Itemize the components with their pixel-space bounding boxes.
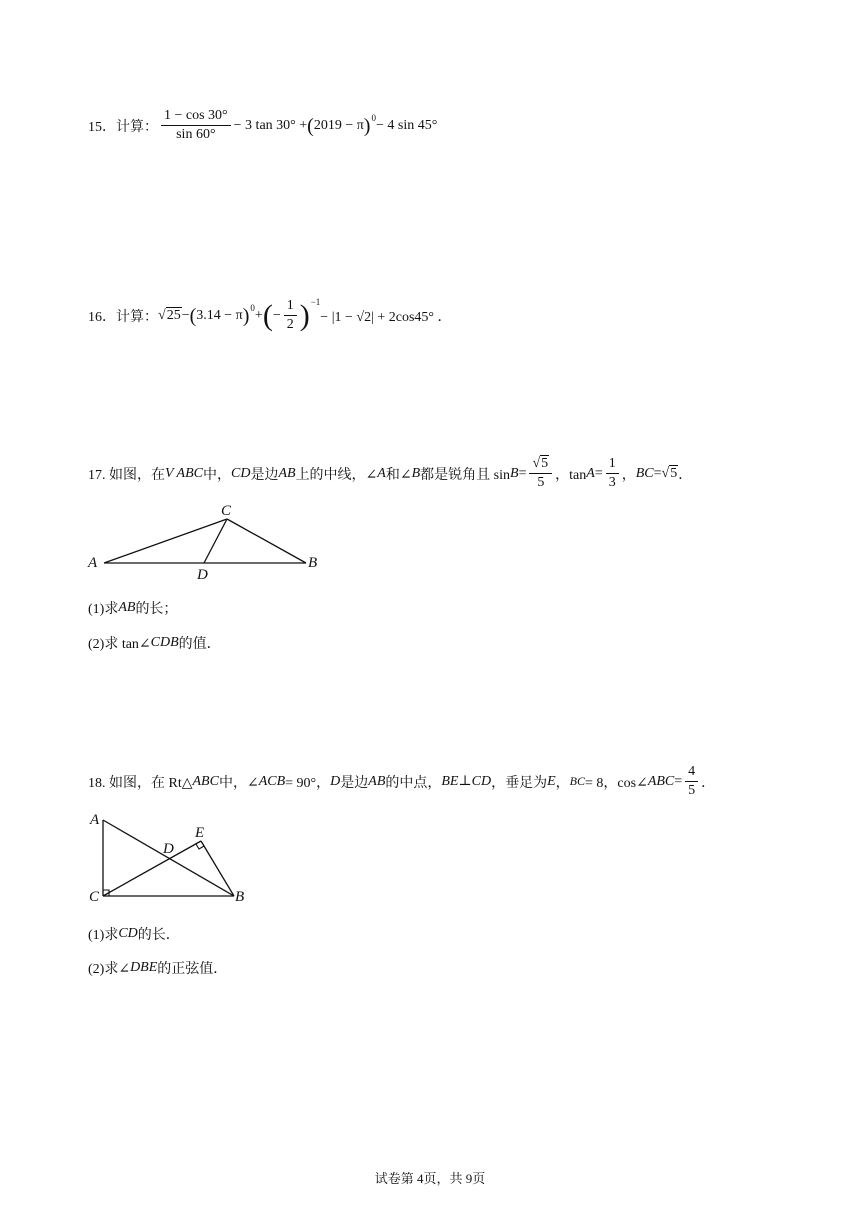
question-17: [88, 456, 692, 491]
q18-label-a: A: [90, 812, 100, 828]
q17-label-c: C: [221, 503, 232, 519]
q15-frac-num: 1 − cos 30°: [161, 108, 231, 126]
q17-tana-den: 3: [608, 475, 616, 491]
q17-label-a: A: [88, 555, 98, 571]
q17-tana-num: 1: [606, 456, 619, 474]
q18-text7: = 8，cos∠: [585, 775, 648, 791]
q18-prefix: 18. 如图，在 Rt△: [88, 775, 193, 791]
q18-abc: ABC: [192, 773, 219, 789]
q18-cd: CD: [471, 773, 492, 789]
q18-text8: ．: [701, 775, 716, 791]
q18-label-e: E: [195, 825, 205, 841]
q18-text3: 是边: [340, 775, 369, 791]
q17-eq2: =: [594, 465, 603, 481]
q18-text6: ，: [555, 775, 570, 791]
question-15: [88, 108, 437, 143]
q18-sub1-suffix: 的长．: [137, 928, 180, 943]
q17-tana-frac: [606, 456, 619, 491]
q15-fraction: [161, 108, 231, 143]
q17-b: B: [411, 465, 421, 481]
q18-seg-be: [201, 841, 234, 896]
page-footer: 试卷第 4页，共 9页: [374, 1171, 486, 1186]
q17-sub1-suffix: 的长；: [135, 602, 178, 617]
q15-lparen: (: [307, 114, 314, 137]
q15-label: 15．计算：: [88, 119, 158, 135]
q17-bc-sqrt-sign: √: [661, 465, 670, 481]
q18-cos-den: 5: [688, 783, 696, 799]
q18-sub1: [88, 924, 180, 944]
q17-text6: ，tan: [555, 467, 587, 483]
q18-abc2: ABC: [647, 773, 675, 789]
q17-sinb-frac: [529, 456, 552, 491]
q18-label-d: D: [163, 841, 174, 857]
q18-bc: BC: [569, 774, 586, 789]
q18-label-b: B: [235, 889, 245, 905]
q17-label-d: D: [197, 567, 208, 582]
q17-a: A: [377, 465, 386, 481]
q16-abs-part: − |1 − √2| + 2cos45° ．: [320, 309, 452, 325]
q17-sub1: [88, 598, 177, 618]
q17-ab: AB: [278, 465, 296, 481]
q18-eq: =: [674, 773, 683, 789]
q18-e: E: [547, 773, 556, 789]
q15-exp: 0: [371, 112, 376, 123]
q18-text4: 的中点，: [385, 775, 442, 791]
q18-label-c: C: [89, 889, 100, 905]
q16-lparen: (: [189, 304, 197, 327]
q18-ab: AB: [368, 773, 386, 789]
q16-neg: −: [272, 307, 281, 323]
q18-cos-num: 4: [685, 764, 698, 782]
q18-sub1-prefix: (1)求: [88, 928, 119, 943]
q17-sinb-num: [529, 456, 552, 474]
q17-cd: CD: [231, 465, 251, 481]
q16-radicand: 25: [166, 307, 181, 323]
q16-rparen: ): [242, 304, 250, 327]
q17-sub2-cdb: CDB: [150, 635, 179, 650]
q17-text7: ，: [621, 467, 636, 483]
q15-paren-inner: 2019 − π: [313, 117, 364, 133]
q18-text2: = 90°，: [285, 775, 331, 791]
q17-sinb-den: 5: [537, 475, 545, 491]
q15-term2: − 4 sin 45°: [375, 117, 438, 133]
q18-sub2-dbe: DBE: [130, 960, 158, 975]
question-16: [88, 298, 452, 333]
q17-text8: ．: [678, 467, 693, 483]
q16-sqrt-sign: √: [158, 307, 166, 323]
q17-eq3: =: [653, 465, 662, 481]
q18-acb: ACB: [258, 773, 286, 789]
q16-half-den: 2: [286, 317, 294, 333]
q17-eq: =: [518, 465, 527, 481]
q16-lparen2: (: [262, 298, 273, 332]
q18-sub2-prefix: (2)求∠: [88, 962, 131, 977]
q17-text4: 和∠: [385, 467, 412, 483]
q18-d: D: [330, 773, 341, 789]
q15-rparen: ): [363, 114, 371, 137]
q17-bc-rad: 5: [670, 465, 678, 481]
q17-text2: 是边: [250, 467, 279, 483]
q18-sub2: [88, 958, 227, 978]
q17-sub2: [88, 633, 221, 653]
q17-sinb-rad: 5: [541, 456, 549, 471]
q16-half: [284, 298, 297, 333]
q16-label: 16．计算：: [88, 309, 158, 325]
q17-b2: B: [510, 465, 519, 481]
q18-figure: [84, 808, 254, 908]
q17-tri-name: V ABC: [165, 465, 203, 481]
q15-term1: − 3 tan 30° +: [233, 117, 308, 133]
question-18: [88, 764, 715, 799]
q16-half-num: 1: [284, 298, 297, 316]
q16-exp-zero: 0: [250, 302, 255, 313]
q17-label-b: B: [308, 555, 318, 571]
q17-sub1-ab: AB: [118, 600, 136, 615]
q17-sub1-prefix: (1)求: [88, 602, 119, 617]
q17-sinb-sqrt-sign: √: [532, 456, 541, 471]
q17-sub2-prefix: (2)求 tan∠: [88, 637, 151, 652]
q17-text3: 上的中线，∠: [295, 467, 378, 483]
q18-cos-frac: [685, 764, 698, 799]
q18-sub2-suffix: 的正弦值．: [157, 962, 228, 977]
q17-text1: 中，: [203, 467, 231, 483]
q17-text5: 都是锐角且 sin: [420, 467, 510, 483]
q18-be: BE: [441, 773, 459, 789]
q16-rparen2: ): [299, 298, 310, 332]
q16-sqrt: [158, 308, 182, 324]
q16-exp-neg1: −1: [310, 296, 321, 307]
q15-frac-den: sin 60°: [176, 127, 216, 143]
q18-text1: 中，∠: [218, 775, 259, 791]
q17-figure: [84, 500, 334, 582]
q16-plus1: +: [254, 307, 263, 323]
q17-prefix: 17. 如图，在: [88, 467, 165, 483]
q17-sub2-suffix: 的值．: [178, 637, 221, 652]
q17-seg-cb: [227, 519, 306, 563]
q17-bc: BC: [635, 465, 654, 481]
q18-perp: ⊥: [458, 774, 472, 790]
q16-minus1: −: [181, 307, 190, 323]
q17-seg-ac: [104, 519, 227, 563]
q18-sub1-cd: CD: [118, 926, 138, 941]
q17-a2: A: [586, 465, 595, 481]
q16-paren-inner: 3.14 − π: [196, 307, 243, 323]
q18-text5: ，垂足为: [491, 775, 548, 791]
